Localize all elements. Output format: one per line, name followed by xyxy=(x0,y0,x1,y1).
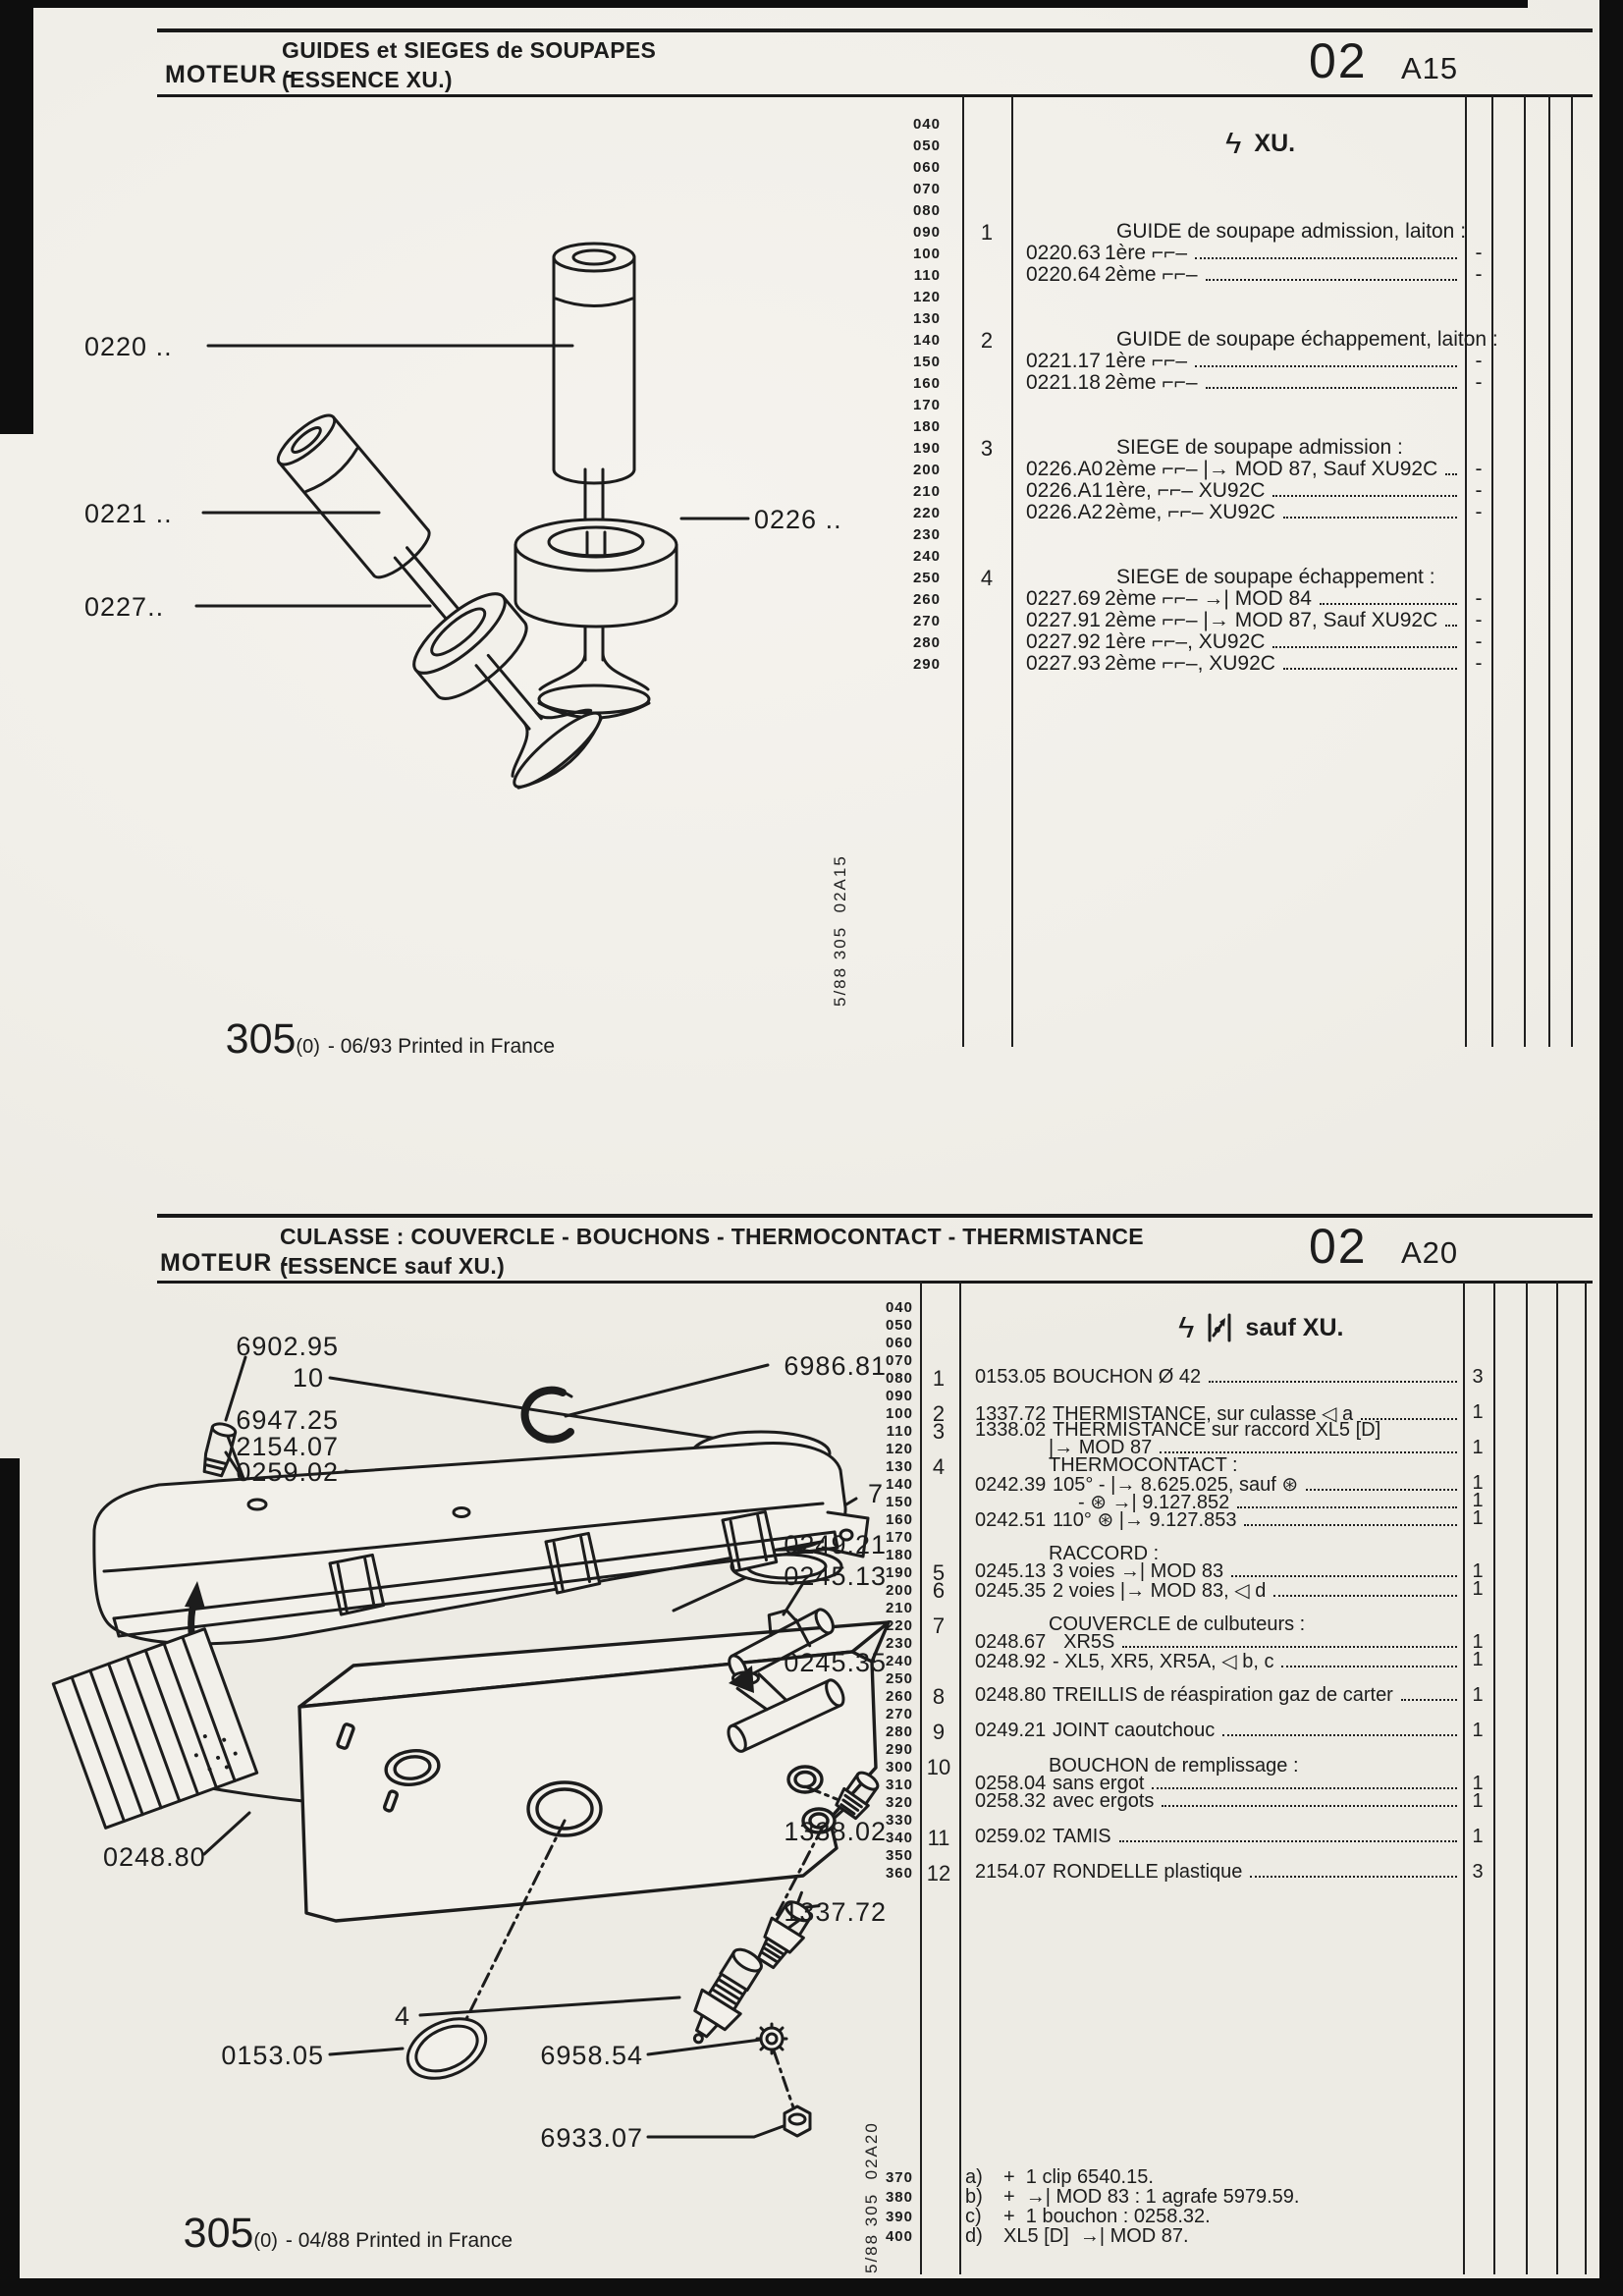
group-header: BOUCHON de remplissage : xyxy=(1049,1755,1299,1777)
margin-number: 360 xyxy=(885,1865,913,1882)
qty-value: 1 xyxy=(1472,1578,1484,1600)
part-code: 0227.92 xyxy=(1026,630,1101,653)
callout-6947: 6947.25 xyxy=(236,1405,339,1435)
margin-number: 260 xyxy=(885,1688,913,1705)
margin-number: 210 xyxy=(912,483,941,500)
margin-number: 180 xyxy=(885,1547,913,1563)
column-rule xyxy=(959,1281,961,2274)
margin-number: 110 xyxy=(886,1423,913,1440)
margin-number: 220 xyxy=(912,505,941,521)
qty-value: - xyxy=(1475,242,1483,264)
dotted-leader xyxy=(1209,1381,1457,1383)
margin-number: 350 xyxy=(885,1847,913,1864)
dotted-leader xyxy=(1222,1734,1457,1736)
parts-row xyxy=(975,1578,1459,1603)
item-number: 11 xyxy=(927,1826,950,1850)
item-number: 4 xyxy=(980,566,994,590)
parts-row xyxy=(975,1720,1459,1742)
part-code: 0258.04 xyxy=(975,1773,1047,1794)
margin-number: 110 xyxy=(913,267,941,284)
qty-value: 1 xyxy=(1472,1401,1484,1423)
callout-6933: 6933.07 xyxy=(540,2123,643,2153)
margin-number: 250 xyxy=(885,1670,913,1687)
margin-number: 310 xyxy=(885,1777,913,1793)
margin-number: 060 xyxy=(912,159,941,176)
margin-number: 080 xyxy=(885,1370,913,1387)
part-code: 0242.39 xyxy=(975,1474,1047,1496)
part-description: 2ème ⌐⌐– →| MOD 84 xyxy=(1105,587,1312,610)
part-code: 0220.64 xyxy=(1026,263,1101,286)
part-code: 0258.32 xyxy=(975,1790,1047,1812)
page-title: GUIDES et SIEGES de SOUPAPES xyxy=(282,37,657,63)
dotted-leader xyxy=(1160,1451,1457,1453)
margin-number: 150 xyxy=(912,354,941,370)
item-number: 7 xyxy=(932,1613,946,1638)
page-subtitle: (ESSENCE sauf XU.) xyxy=(280,1253,506,1279)
part-description: 3 voies →| MOD 83 xyxy=(1053,1560,1224,1582)
part-description: - XL5, XR5, XR5A, ◁ b, c xyxy=(1053,1651,1274,1672)
margin-number: 070 xyxy=(885,1352,913,1369)
part-description: sans ergot xyxy=(1053,1773,1145,1794)
margin-number: 160 xyxy=(885,1511,913,1528)
engine-note-text: sauf XU. xyxy=(1245,1313,1344,1341)
dotted-leader xyxy=(1281,1666,1457,1667)
item-number: 12 xyxy=(926,1861,951,1886)
footnote-text: XL5 [D] →| MOD 87. xyxy=(1003,2225,1189,2247)
part-description: - ⊛ →| 9.127.852 xyxy=(1078,1492,1230,1513)
footnote-text: + 1 clip 6540.15. xyxy=(1003,2166,1154,2188)
qty-value: 1 xyxy=(1472,1490,1484,1511)
part-description: 2ème ⌐⌐–, XU92C xyxy=(1105,652,1275,675)
margin-number: 120 xyxy=(912,289,941,305)
item-number: 2 xyxy=(980,328,994,353)
callout-1338: 1338.02 xyxy=(784,1817,887,1846)
part-description: THERMISTANCE, sur culasse ◁ a xyxy=(1053,1403,1354,1425)
section-code: A20 xyxy=(1401,1235,1459,1270)
callout-6902: 6902.95 xyxy=(236,1332,339,1361)
petrol-icon: ϟ xyxy=(1225,126,1242,160)
scan-edge-right xyxy=(1599,0,1623,2296)
group-header: GUIDE de soupape admission, laiton : xyxy=(1116,220,1467,243)
callout-7: 7 xyxy=(867,1479,884,1508)
footnote-label: c) xyxy=(965,2206,982,2227)
callout-0245a: 0245.13 xyxy=(784,1561,887,1591)
part-description: 1ère ⌐⌐– xyxy=(1105,350,1188,372)
column-rule xyxy=(1585,1281,1587,2274)
group-header: COUVERCLE de culbuteurs : xyxy=(1049,1613,1306,1635)
margin-number: 120 xyxy=(885,1441,913,1457)
margin-number: 180 xyxy=(912,418,941,435)
footnote-label: a) xyxy=(965,2166,983,2188)
column-rule xyxy=(1556,1281,1558,2274)
part-description: 110° ⊛ |→ 9.127.853 xyxy=(1053,1509,1237,1531)
qty-value: - xyxy=(1475,263,1483,286)
callout-2154: 2154.07 xyxy=(236,1432,339,1461)
parts-row xyxy=(975,1861,1459,1884)
margin-number: 390 xyxy=(885,2209,913,2225)
group-header: RACCORD : xyxy=(1049,1543,1160,1564)
engine-note-text: XU. xyxy=(1254,129,1296,157)
scan-edge-left-lower xyxy=(0,1458,20,2296)
item-number: 6 xyxy=(932,1578,946,1603)
part-description: 2 voies |→ MOD 83, ◁ d xyxy=(1053,1580,1267,1602)
section-number: 02 xyxy=(1309,1219,1368,1274)
part-description: 2ème ⌐⌐– xyxy=(1105,371,1198,394)
margin-number: 320 xyxy=(885,1794,913,1811)
margin-number: 200 xyxy=(885,1582,913,1599)
part-code: 0227.91 xyxy=(1026,609,1101,631)
margin-number: 080 xyxy=(912,202,941,219)
margin-number: 050 xyxy=(885,1317,913,1334)
part-description: RONDELLE plastique xyxy=(1053,1861,1243,1883)
brand-label: MOTEUR - xyxy=(160,1249,290,1277)
qty-value: 1 xyxy=(1472,1437,1484,1458)
qty-value: - xyxy=(1475,652,1483,675)
item-number: 3 xyxy=(980,436,994,461)
part-description: XR5S xyxy=(1053,1631,1115,1653)
margin-number: 230 xyxy=(885,1635,913,1652)
margin-number: 100 xyxy=(912,246,941,262)
margin-number: 370 xyxy=(885,2169,913,2186)
scan-edge-left-upper xyxy=(0,0,33,434)
margin-number: 260 xyxy=(912,591,941,608)
page-title: CULASSE : COUVERCLE - BOUCHONS - THERMOCONTACT - THERMISTANCE xyxy=(280,1224,1144,1249)
margin-number: 250 xyxy=(912,570,941,586)
margin-number: 300 xyxy=(885,1759,913,1776)
callout-4: 4 xyxy=(394,2001,410,2031)
qty-value: - xyxy=(1475,501,1483,523)
callout-0248: 0248.80 xyxy=(103,1842,206,1872)
column-rule xyxy=(1493,1281,1495,2274)
part-code: 0227.69 xyxy=(1026,587,1101,610)
print-note: - 04/88 Printed in France xyxy=(285,2229,513,2252)
part-description: 2ème ⌐⌐– |→ MOD 87, Sauf XU92C xyxy=(1105,458,1438,480)
margin-number: 170 xyxy=(885,1529,913,1546)
item-number: 5 xyxy=(932,1560,946,1585)
margin-number: 340 xyxy=(885,1830,913,1846)
qty-value: - xyxy=(1475,479,1483,502)
margin-number: 090 xyxy=(885,1388,913,1404)
scan-edge-bottom xyxy=(0,2278,1623,2296)
margin-number: 400 xyxy=(885,2228,913,2245)
petrol-icon: ϟ xyxy=(1178,1310,1195,1344)
part-code: 0227.93 xyxy=(1026,652,1101,675)
section-code: A15 xyxy=(1401,51,1459,85)
item-number: 1 xyxy=(980,220,994,245)
qty-value: - xyxy=(1475,630,1483,653)
margin-number: 040 xyxy=(912,116,941,133)
part-code: 0221.17 xyxy=(1026,350,1101,372)
qty-value: 3 xyxy=(1472,1366,1484,1388)
qty-value: 1 xyxy=(1472,1631,1484,1653)
margin-number: 200 xyxy=(912,462,941,478)
scan-edge-top xyxy=(0,0,1528,8)
margin-number: 280 xyxy=(912,634,941,651)
margin-number: 280 xyxy=(885,1723,913,1740)
part-code: 0249.21 xyxy=(975,1720,1047,1741)
margin-number: 230 xyxy=(912,526,941,543)
margin-number: 270 xyxy=(885,1706,913,1722)
qty-value: 1 xyxy=(1472,1720,1484,1741)
print-note: - 06/93 Printed in France xyxy=(327,1035,555,1058)
qty-value: 1 xyxy=(1472,1773,1484,1794)
part-description: 1ère, ⌐⌐– XU92C xyxy=(1105,479,1266,502)
margin-number: 130 xyxy=(912,310,941,327)
part-description: TREILLIS de réaspiration gaz de carter xyxy=(1053,1684,1393,1706)
margin-number: 380 xyxy=(885,2189,913,2206)
part-code: 0226.A1 xyxy=(1026,479,1104,502)
margin-number: 170 xyxy=(912,397,941,413)
qty-value: 1 xyxy=(1472,1560,1484,1582)
page-footer xyxy=(157,2192,513,2275)
callout-0259: 0259.02 xyxy=(236,1457,339,1487)
margin-number: 140 xyxy=(885,1476,913,1493)
callout-0153: 0153.05 xyxy=(221,2041,324,2070)
part-code: 0245.35 xyxy=(975,1580,1047,1602)
margin-number: 040 xyxy=(885,1299,913,1316)
margin-number: 160 xyxy=(912,375,941,392)
qty-value: - xyxy=(1475,609,1483,631)
part-description: TAMIS xyxy=(1053,1826,1111,1847)
part-description: JOINT caoutchouc xyxy=(1053,1720,1216,1741)
footnote-text: + 1 bouchon : 0258.32. xyxy=(1003,2206,1211,2227)
part-description: 2ème ⌐⌐– |→ MOD 87, Sauf XU92C xyxy=(1105,609,1438,631)
footnote-label: d) xyxy=(965,2225,983,2247)
dotted-leader xyxy=(1401,1699,1457,1701)
part-code: 0242.51 xyxy=(975,1509,1047,1531)
callout-6986: 6986.81 xyxy=(784,1351,887,1381)
margin-number: 220 xyxy=(885,1617,913,1634)
part-description: THERMISTANCE sur raccord XL5 [D] xyxy=(1053,1419,1381,1441)
part-code: 1337.72 xyxy=(975,1403,1047,1425)
dotted-leader xyxy=(1273,1595,1457,1597)
callout-1337: 1337.72 xyxy=(784,1897,887,1927)
part-code: 0226.A2 xyxy=(1026,501,1104,523)
callout-0245b: 0245.35 xyxy=(784,1648,887,1677)
qty-value: 1 xyxy=(1472,1826,1484,1847)
parts-row xyxy=(975,1684,1459,1707)
qty-value: - xyxy=(1475,350,1483,372)
item-number: 2 xyxy=(932,1401,946,1426)
callout-0220: 0220 .. xyxy=(84,332,173,361)
qty-value: - xyxy=(1475,587,1483,610)
part-code: 0259.02 xyxy=(975,1826,1047,1847)
margin-number: 190 xyxy=(912,440,941,457)
group-header: GUIDE de soupape échappement, laiton : xyxy=(1116,328,1498,351)
margin-number: 270 xyxy=(912,613,941,629)
part-code: 0245.13 xyxy=(975,1560,1047,1582)
parts-row xyxy=(975,1649,1459,1673)
margin-number: 070 xyxy=(912,181,941,197)
callout-0249: 0249.21 xyxy=(784,1530,887,1559)
side-note: 5/88 305 02A20 xyxy=(862,2121,881,2273)
part-code: 0153.05 xyxy=(975,1366,1047,1388)
margin-number: 140 xyxy=(912,332,941,349)
dotted-leader xyxy=(1250,1876,1457,1878)
qty-value: - xyxy=(1475,371,1483,394)
part-description: BOUCHON Ø 42 xyxy=(1053,1366,1202,1388)
margin-number: 190 xyxy=(885,1564,913,1581)
qty-value: 3 xyxy=(1472,1861,1484,1883)
part-description: avec ergots xyxy=(1053,1790,1155,1812)
section-number: 02 xyxy=(1309,33,1368,88)
parts-row xyxy=(975,1507,1459,1532)
part-code: 0221.18 xyxy=(1026,371,1101,394)
margin-number: 130 xyxy=(885,1458,913,1475)
item-number: 4 xyxy=(932,1454,946,1479)
part-code: 0220.63 xyxy=(1026,242,1101,264)
item-number: 1 xyxy=(932,1366,946,1391)
parts-row xyxy=(975,1790,1459,1813)
edition-mark: (0) xyxy=(253,2230,278,2252)
part-description: 1ère ⌐⌐–, XU92C xyxy=(1105,630,1266,653)
footnote-label: b) xyxy=(965,2186,983,2208)
margin-number: 090 xyxy=(912,224,941,241)
callout-0221: 0221 .. xyxy=(84,499,173,528)
dotted-leader xyxy=(1119,1840,1457,1842)
margin-number: 210 xyxy=(885,1600,913,1616)
parts-row xyxy=(975,1826,1459,1848)
qty-value: 1 xyxy=(1472,1649,1484,1670)
margin-number: 290 xyxy=(885,1741,913,1758)
part-description: 1ère ⌐⌐– xyxy=(1105,242,1188,264)
item-number: 10 xyxy=(926,1755,951,1779)
qty-value: 1 xyxy=(1472,1790,1484,1812)
catalog-number: 305 xyxy=(225,1015,297,1063)
part-code: 0248.92 xyxy=(975,1651,1047,1672)
edition-mark: (0) xyxy=(296,1036,320,1058)
callout-10: 10 xyxy=(292,1363,324,1393)
part-code: 0248.80 xyxy=(975,1684,1047,1706)
item-number: 9 xyxy=(932,1720,946,1744)
part-description: 105° - |→ 8.625.025, sauf ⊛ xyxy=(1053,1474,1299,1496)
margin-number: 330 xyxy=(885,1812,913,1829)
dotted-leader xyxy=(1231,1575,1457,1577)
part-description: 2ème, ⌐⌐– XU92C xyxy=(1105,501,1275,523)
callout-0227: 0227.. xyxy=(84,592,165,622)
margin-number: 100 xyxy=(885,1405,913,1422)
catalog-number: 305 xyxy=(183,2210,254,2257)
callout-6958: 6958.54 xyxy=(540,2041,643,2070)
dotted-leader xyxy=(1152,1787,1457,1789)
margin-number: 060 xyxy=(885,1335,913,1351)
part-description: 2ème ⌐⌐– xyxy=(1105,263,1198,286)
dotted-leader xyxy=(1122,1646,1457,1648)
qty-value: - xyxy=(1475,458,1483,480)
callout-0226: 0226 .. xyxy=(754,505,842,534)
column-rule xyxy=(1526,1281,1528,2274)
qty-value: 1 xyxy=(1472,1472,1484,1494)
part-code: 0248.67 xyxy=(975,1631,1047,1653)
side-note: 5/88 305 02A15 xyxy=(831,854,849,1007)
page-subtitle: (ESSENCE XU.) xyxy=(282,67,453,92)
item-number: 8 xyxy=(932,1684,946,1709)
group-header: SIEGE de soupape admission : xyxy=(1116,436,1403,459)
part-code: 2154.07 xyxy=(975,1861,1047,1883)
margin-number: 240 xyxy=(885,1653,913,1669)
qty-value: 1 xyxy=(1472,1684,1484,1706)
group-header: SIEGE de soupape échappement : xyxy=(1116,566,1435,588)
group-header: THERMOCONTACT : xyxy=(1049,1454,1238,1476)
footnote-text: + →| MOD 83 : 1 agrafe 5979.59. xyxy=(1003,2186,1300,2208)
margin-number: 290 xyxy=(912,656,941,673)
margin-number: 050 xyxy=(912,137,941,154)
dotted-leader xyxy=(1244,1524,1457,1526)
part-description: |→ MOD 87 xyxy=(1049,1437,1153,1458)
qty-value: 1 xyxy=(1472,1507,1484,1529)
margin-number: 240 xyxy=(912,548,941,565)
part-code: 1338.02 xyxy=(975,1419,1047,1441)
dotted-leader xyxy=(1162,1805,1457,1807)
brand-label: MOTEUR - xyxy=(165,61,295,88)
part-code: 0226.A0 xyxy=(1026,458,1104,480)
margin-number: 150 xyxy=(885,1494,913,1510)
parts-row xyxy=(975,1366,1459,1389)
item-number: 3 xyxy=(932,1419,946,1444)
